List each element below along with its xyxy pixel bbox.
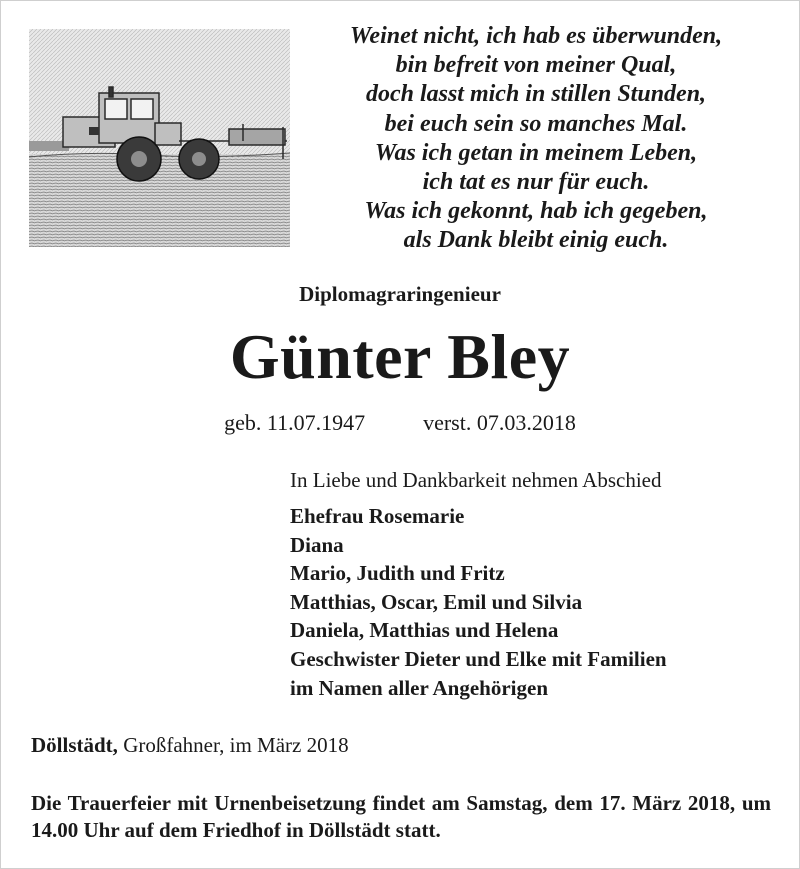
place-date [31, 733, 349, 758]
poem-line: bei euch sein so manches Mal. [384, 110, 688, 137]
poem-line: bin befreit von meiner Qual, [395, 52, 677, 79]
list-item: Mario, Judith und Fritz [290, 561, 505, 586]
poem-line: Was ich getan in meinem Leben, [374, 139, 698, 166]
deceased-title: Diplomagraringenieur [299, 282, 501, 306]
birth-date: geb. 11.07.1947 [224, 410, 366, 435]
poem-line: doch lasst mich in stillen Stunden, [365, 81, 707, 108]
list-item: im Namen aller Angehörigen [290, 675, 549, 700]
life-dates [0, 410, 800, 436]
list-item: Matthias, Oscar, Emil und Silvia [290, 589, 583, 614]
deceased-name: Günter Bley [229, 321, 571, 392]
farewell-line: In Liebe und Dankbarkeit nehmen Abschied [290, 468, 662, 492]
tractor-sketch-image [29, 29, 290, 247]
place-town: Döllstädt, [31, 733, 118, 757]
place-rest: Großfahner, im März 2018 [117, 733, 349, 757]
poem-line: Weinet nicht, ich hab es überwunden, [349, 23, 723, 49]
poem-line: ich tat es nur für euch. [422, 169, 650, 196]
list-item: Ehefrau Rosemarie [290, 504, 465, 528]
list-item: Geschwister Dieter und Elke mit Familien [290, 646, 667, 671]
list-item: Daniela, Matthias und Helena [290, 618, 559, 643]
poem [305, 22, 767, 256]
poem-line: Was ich gekonnt, hab ich gegeben, [364, 198, 708, 225]
death-date: verst. 07.03.2018 [423, 410, 576, 435]
mourners-list [290, 502, 667, 702]
list-item: Diana [290, 532, 344, 557]
service-announcement: Die Trauerfeier mit Urnenbeisetzung findet am Samstag, dem 17. März 2018, um 14.00 Uhr auf dem Friedhof in Döllstädt statt. [31, 791, 771, 842]
poem-line: als Dank bleibt einig euch. [403, 227, 669, 254]
